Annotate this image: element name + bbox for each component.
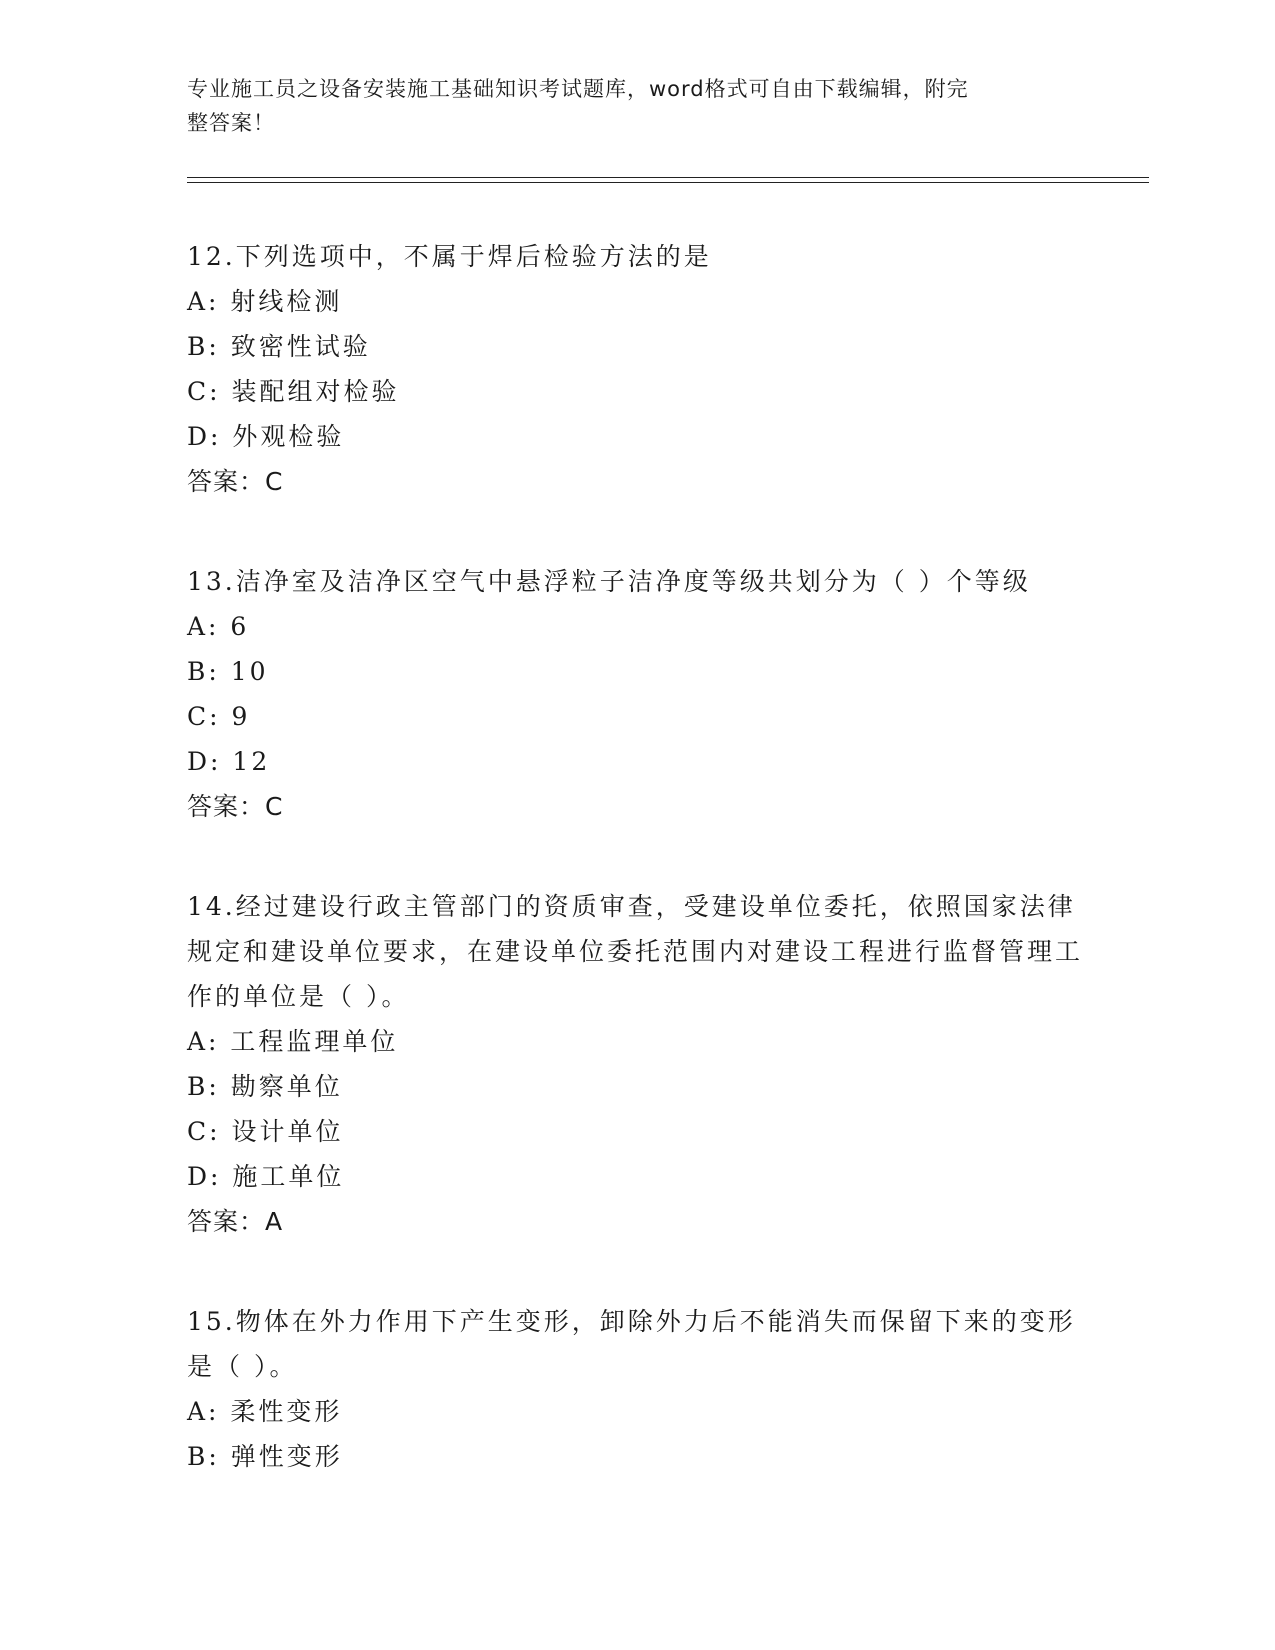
question-list <box>187 234 1087 1534</box>
question-12 <box>187 234 1087 504</box>
header-divider-top <box>187 177 1149 178</box>
option-d: D: 施工单位 <box>187 1162 345 1191</box>
question-text: 13.洁净室及洁净区空气中悬浮粒子洁净度等级共划分为（ ）个等级 <box>187 567 1031 596</box>
option-b: B: 10 <box>187 657 269 686</box>
header-divider-bottom <box>187 182 1149 183</box>
option-b: B: 致密性试验 <box>187 332 371 361</box>
question-text: 15.物体在外力作用下产生变形，卸除外力后不能消失而保留下来的变形是（ ）。 <box>187 1307 1076 1381</box>
option-a: A: 工程监理单位 <box>187 1027 399 1056</box>
answer-line: 答案：A <box>187 1207 284 1236</box>
document-header <box>187 72 1067 140</box>
option-c: C: 装配组对检验 <box>187 377 400 406</box>
option-c: C: 9 <box>187 702 251 731</box>
option-b: B: 勘察单位 <box>187 1072 343 1101</box>
option-a: A: 柔性变形 <box>187 1397 343 1426</box>
question-text: 14.经过建设行政主管部门的资质审查，受建设单位委托，依照国家法律规定和建设单位要求，在建设单位委托范围内对建设工程进行监督管理工作的单位是（ ）。 <box>187 892 1084 1011</box>
option-b: B: 弹性变形 <box>187 1442 343 1471</box>
answer-line: 答案：C <box>187 467 284 496</box>
header-line-1: 专业施工员之设备安装施工基础知识考试题库，word格式可自由下载编辑，附完 <box>187 77 969 101</box>
question-text: 12.下列选项中，不属于焊后检验方法的是 <box>187 242 712 271</box>
option-a: A: 射线检测 <box>187 287 343 316</box>
option-c: C: 设计单位 <box>187 1117 344 1146</box>
answer-line: 答案：C <box>187 792 284 821</box>
option-d: D: 外观检验 <box>187 422 345 451</box>
question-13 <box>187 559 1087 829</box>
question-14 <box>187 884 1087 1244</box>
question-15 <box>187 1299 1087 1479</box>
option-d: D: 12 <box>187 747 271 776</box>
option-a: A: 6 <box>187 612 250 641</box>
header-line-2: 整答案！ <box>187 111 275 135</box>
